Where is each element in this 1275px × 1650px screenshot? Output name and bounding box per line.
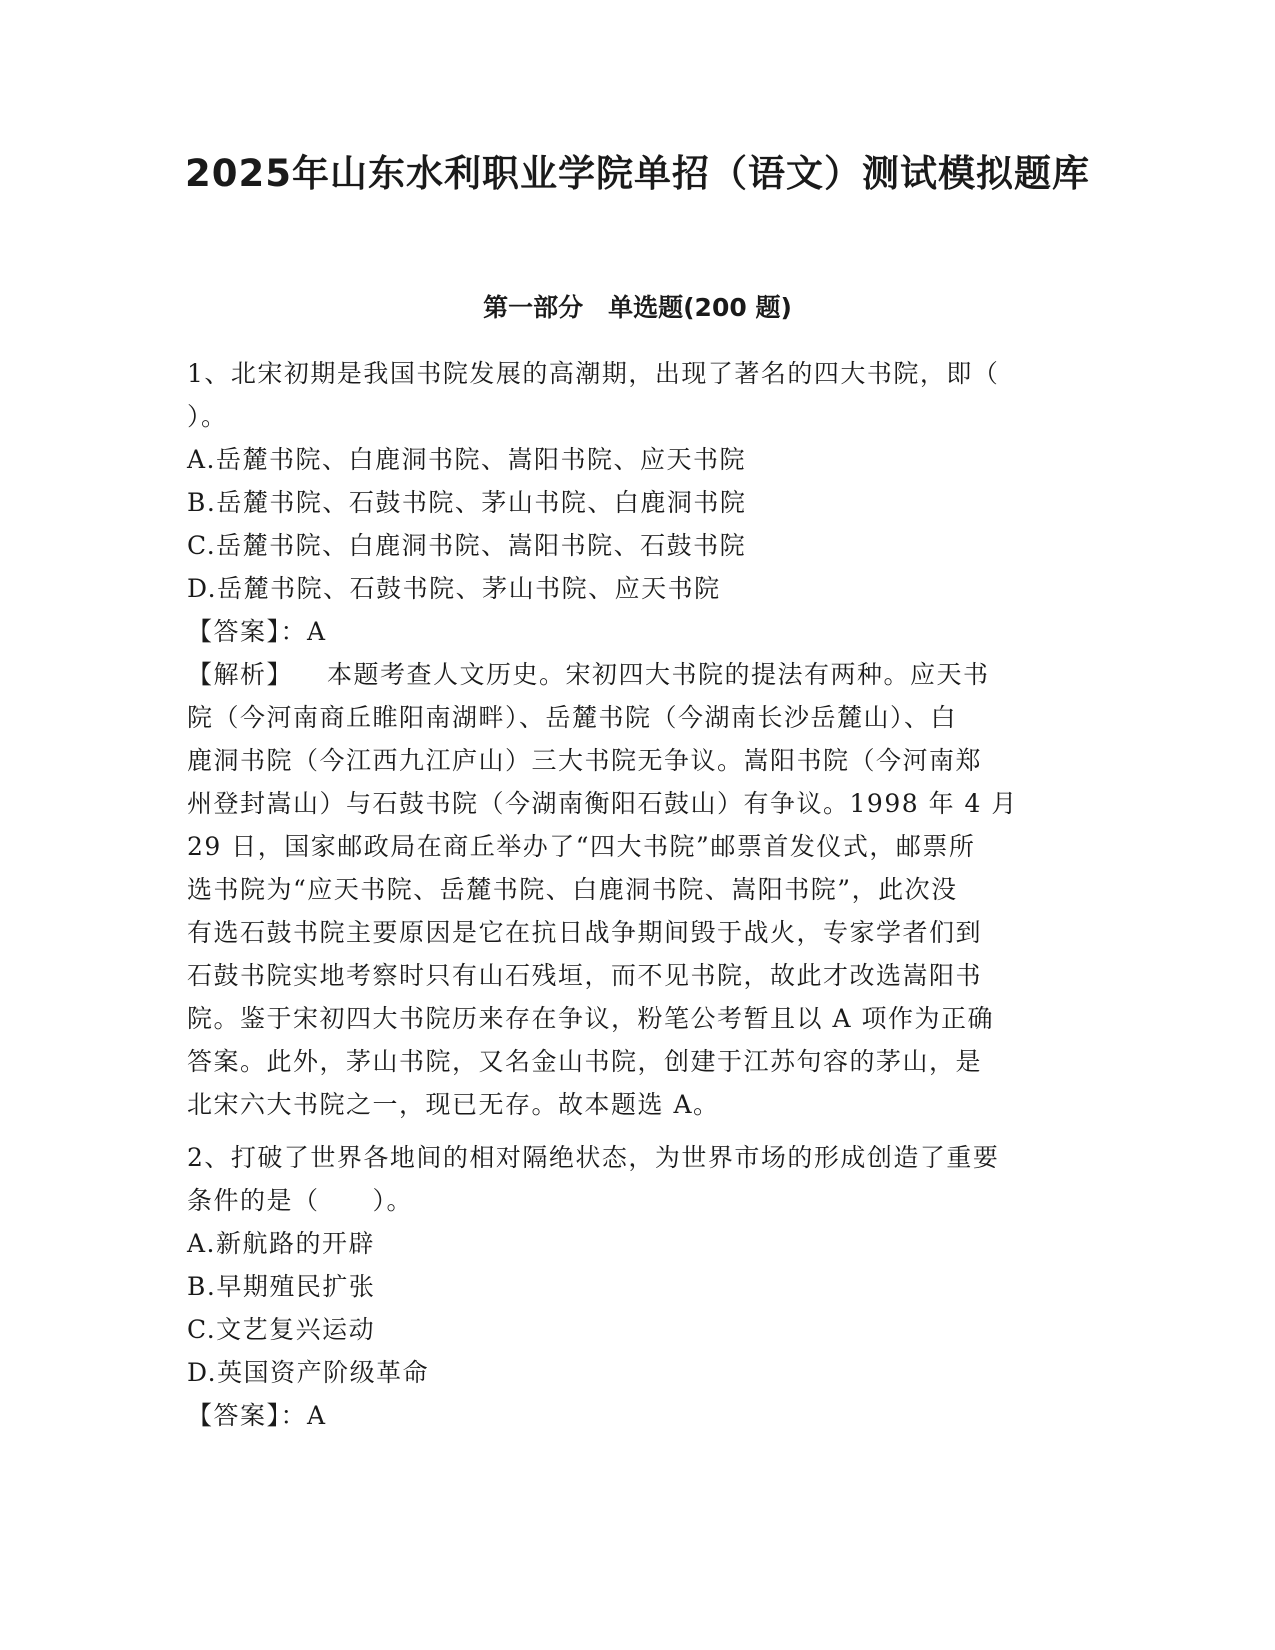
option-b: B.岳麓书院、石鼓书院、茅山书院、白鹿洞书院 (187, 488, 747, 517)
question-stem-continued: ）。 (187, 402, 228, 431)
document-title: 2025年山东水利职业学院单招（语文）测试模拟题库 (185, 152, 1090, 195)
answer-line (187, 1394, 1077, 1437)
analysis-line (187, 653, 1077, 696)
option-d: D.岳麓书院、石鼓书院、茅山书院、应天书院 (187, 574, 721, 603)
option-c: C.岳麓书院、白鹿洞书院、嵩阳书院、石鼓书院 (187, 531, 747, 560)
answer-line (187, 610, 1077, 653)
question-2 (187, 1136, 1077, 1437)
answer-value: A (307, 1401, 327, 1430)
option-a: A.新航路的开辟 (187, 1229, 376, 1258)
question-stem: 2、打破了世界各地间的相对隔绝状态，为世界市场的形成创造了重要 (187, 1143, 1000, 1172)
analysis-text: 州登封嵩山）与石鼓书院（今湖南衡阳石鼓山）有争议。1998 年 4 月 (187, 789, 1018, 818)
question-1 (187, 352, 1077, 1126)
analysis-text: 北宋六大书院之一，现已无存。故本题选 A。 (187, 1090, 720, 1119)
analysis-text: 答案。此外，茅山书院，又名金山书院，创建于江苏句容的茅山，是 (187, 1047, 983, 1076)
answer-value: A (307, 617, 327, 646)
section-heading: 第一部分 单选题(200 题) (483, 293, 792, 322)
question-stem: 1、北宋初期是我国书院发展的高潮期，出现了著名的四大书院，即（ (187, 359, 1000, 388)
question-list (187, 352, 1077, 1437)
question-stem-continued: 条件的是（ ）。 (187, 1186, 414, 1215)
analysis-text: 鹿洞书院（今江西九江庐山）三大书院无争议。嵩阳书院（今河南郑 (187, 746, 983, 775)
analysis-text: 石鼓书院实地考察时只有山石残垣，而不见书院，故此才改选嵩阳书 (187, 961, 983, 990)
option-b: B.早期殖民扩张 (187, 1272, 376, 1301)
analysis-text: 选书院为“应天书院、岳麓书院、白鹿洞书院、嵩阳书院”，此次没 (187, 875, 958, 904)
analysis-text: 院。鉴于宋初四大书院历来存在争议，粉笔公考暂且以 A 项作为正确 (187, 1004, 994, 1033)
analysis-text: 本题考查人文历史。宋初四大书院的提法有两种。应天书 (327, 660, 990, 689)
analysis-text: 院（今河南商丘睢阳南湖畔）、岳麓书院（今湖南长沙岳麓山）、白 (187, 703, 958, 732)
analysis-text: 29 日，国家邮政局在商丘举办了“四大书院”邮票首发仪式，邮票所 (187, 832, 976, 861)
option-c: C.文艺复兴运动 (187, 1315, 376, 1344)
option-d: D.英国资产阶级革命 (187, 1358, 430, 1387)
answer-label: 【答案】： (187, 617, 308, 646)
analysis-label: 【解析】 (187, 660, 294, 689)
answer-label: 【答案】： (187, 1401, 308, 1430)
analysis-text: 有选石鼓书院主要原因是它在抗日战争期间毁于战火，专家学者们到 (187, 918, 983, 947)
option-a: A.岳麓书院、白鹿洞书院、嵩阳书院、应天书院 (187, 445, 747, 474)
